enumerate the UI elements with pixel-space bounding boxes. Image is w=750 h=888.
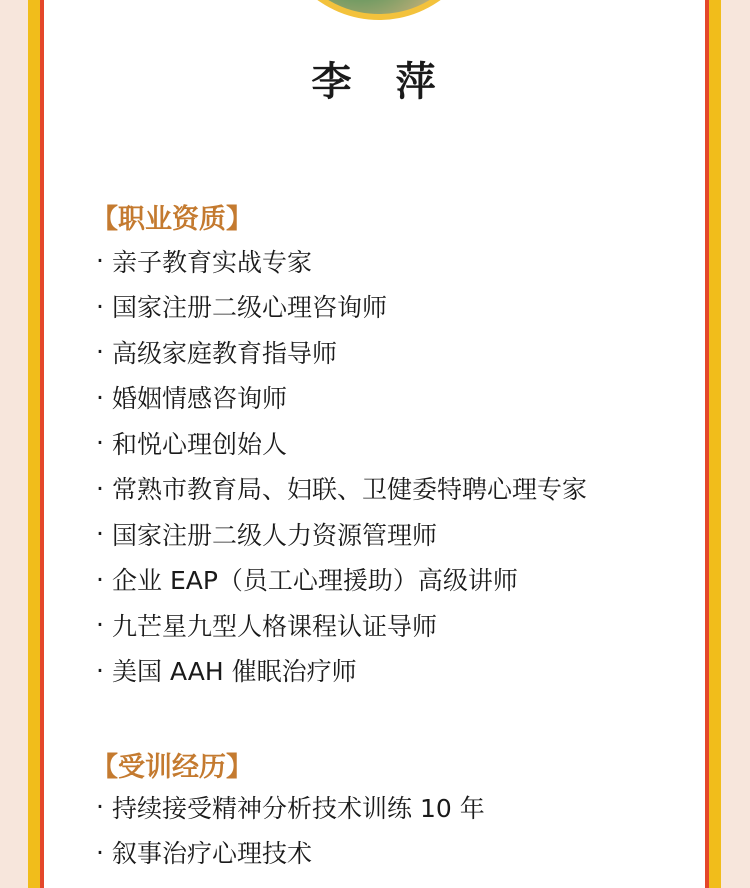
bullet-icon: · [96, 837, 104, 867]
bullet-icon: · [96, 382, 104, 412]
portrait-photo [280, 0, 478, 14]
bullet-icon: · [96, 291, 104, 321]
frame-border-left [28, 0, 40, 888]
list-item: · 亲子教育实战专家 [96, 246, 313, 277]
list-item: · 常熟市教育局、妇联、卫健委特聘心理专家 [96, 473, 588, 505]
frame-border-right [709, 0, 721, 888]
bullet-icon: · [96, 655, 104, 685]
list-item: · 企业 EAP（员工心理援助）高级讲师 [96, 564, 518, 596]
bullet-icon: · [96, 473, 104, 503]
list-item: · 美国 AAH 催眠治疗师 [96, 655, 357, 687]
profile-card [44, 0, 705, 888]
list-item: · 国家注册二级人力资源管理师 [96, 519, 438, 550]
bullet-icon: · [96, 428, 104, 458]
profile-name: 李 萍 [311, 59, 438, 105]
list-item: · 叙事治疗心理技术 [96, 837, 313, 869]
list-item: · 九芒星九型人格课程认证导师 [96, 610, 438, 641]
bullet-icon: · [96, 792, 104, 822]
training-list [96, 784, 485, 875]
section-title-qualifications: 【职业资质】 [91, 204, 253, 235]
bullet-icon: · [96, 337, 104, 367]
bullet-icon: · [96, 610, 104, 640]
bullet-icon: · [96, 246, 104, 276]
list-item: · 持续接受精神分析技术训练 10 年 [96, 792, 485, 823]
list-item: · 婚姻情感咨询师 [96, 382, 288, 414]
qualifications-list [96, 238, 587, 693]
list-item: · 国家注册二级心理咨询师 [96, 291, 388, 323]
list-item: · 高级家庭教育指导师 [96, 337, 338, 368]
list-item: · 和悦心理创始人 [96, 428, 288, 459]
bullet-icon: · [96, 564, 104, 594]
bullet-icon: · [96, 519, 104, 549]
section-title-training: 【受训经历】 [91, 752, 253, 783]
